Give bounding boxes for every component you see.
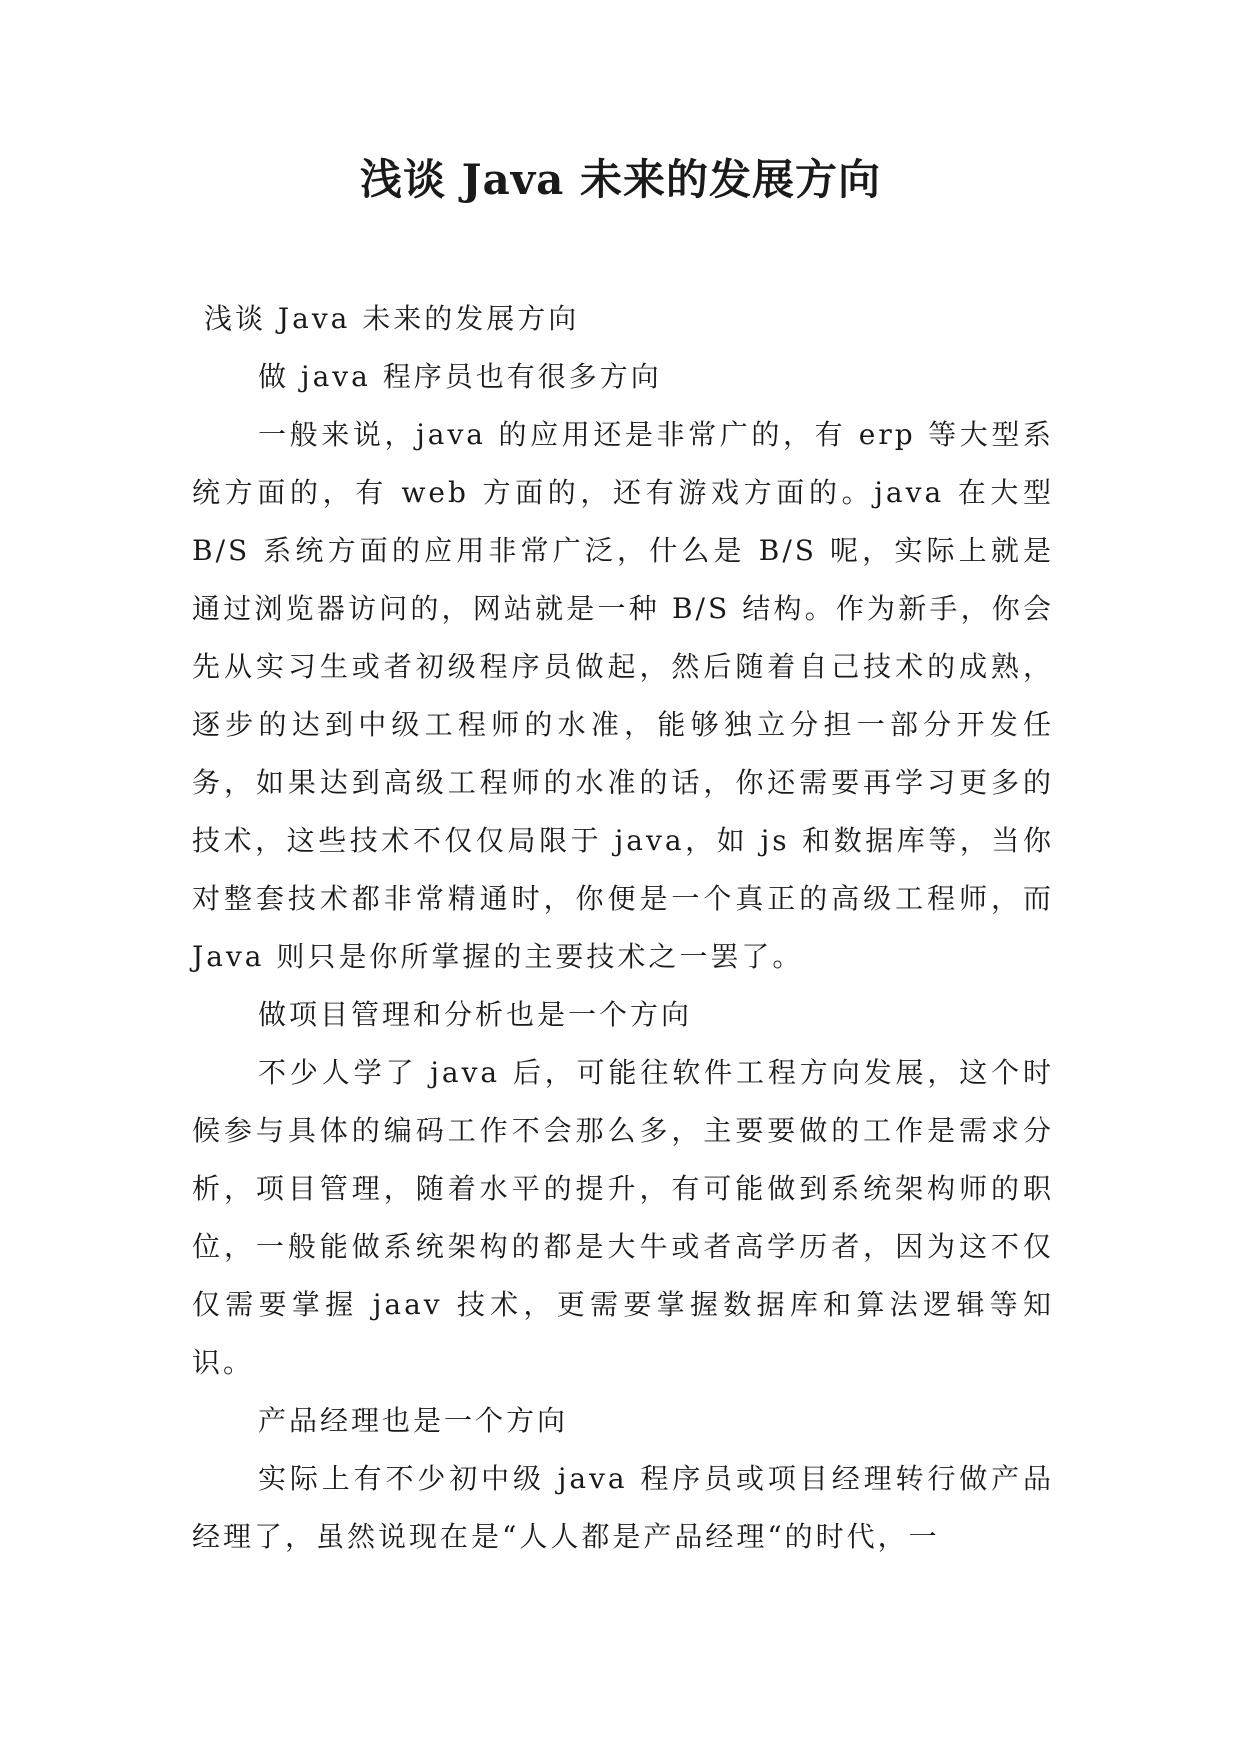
document-body: [192, 290, 1054, 1566]
body-paragraph: 不少人学了 java 后，可能往软件工程方向发展，这个时候参与具体的编码工作不会那么多，主要要做的工作是需求分析，项目管理，随着水平的提升，有可能做到系统架构师的职位，一般能做系统架构的都是大牛或者高学历者，因为这不仅仅需要掌握 jaav 技术，更需要掌握数据库和算法逻辑等知识。: [192, 1056, 1054, 1379]
document-title: 浅谈 Java 未来的发展方向: [360, 155, 881, 204]
body-paragraph-subtitle: 浅谈 Java 未来的发展方向: [204, 302, 580, 335]
section-heading-product-manager: 产品经理也是一个方向: [258, 1404, 569, 1437]
section-heading-project-management: 做项目管理和分析也是一个方向: [258, 998, 693, 1031]
body-paragraph: 一般来说，java 的应用还是非常广的，有 erp 等大型系统方面的，有 web 方面的，还有游戏方面的。java 在大型 B/S 系统方面的应用非常广泛，什么是 B/S 呢，实际上就是通过浏览器访问的，网站就是一种 B/S 结构。作为新手，你会先从实习生或者初级程序员做起，然后随着自己技术的成熟，逐步的达到中级工程师的水准，能够独立分担一部分开发任务，如果达到高级工程师的水准的话，你还需要再学习更多的技术，这些技术不仅仅局限于 java，如 js 和数据库等，当你对整套技术都非常精通时，你便是一个真正的高级工程师，而 Java 则只是你所掌握的主要技术之一罢了。: [192, 418, 1054, 973]
section-heading-java-programmer: 做 java 程序员也有很多方向: [258, 360, 662, 393]
body-paragraph: 实际上有不少初中级 java 程序员或项目经理转行做产品经理了，虽然说现在是“人人都是产品经理“的时代，一: [192, 1462, 1054, 1553]
